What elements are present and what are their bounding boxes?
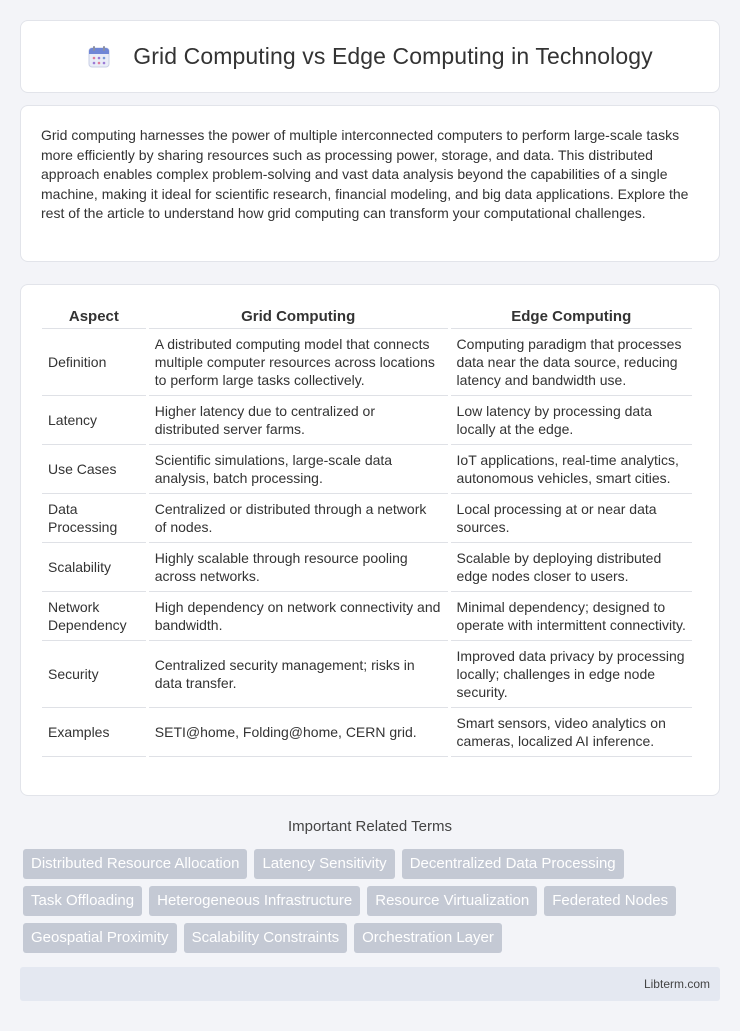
aspect-cell: Examples	[42, 708, 146, 757]
calendar-icon	[87, 45, 111, 69]
tag-orchestration-layer[interactable]: Orchestration Layer	[354, 923, 502, 953]
edge-cell: Improved data privacy by processing locally; challenges in edge node security.	[451, 641, 692, 708]
table-row	[42, 329, 692, 396]
header-inner	[87, 43, 652, 70]
edge-cell: Minimal dependency; designed to operate with intermittent connectivity.	[451, 592, 692, 641]
grid-cell: Higher latency due to centralized or distributed server farms.	[149, 396, 448, 445]
grid-cell: SETI@home, Folding@home, CERN grid.	[149, 708, 448, 757]
table-row	[42, 543, 692, 592]
edge-cell: IoT applications, real-time analytics, autonomous vehicles, smart cities.	[451, 445, 692, 494]
grid-cell: Scientific simulations, large-scale data analysis, batch processing.	[149, 445, 448, 494]
intro-text: Grid computing harnesses the power of multiple interconnected computers to perform large-scale tasks more efficiently by sharing resources such as processing power, storage, and data. This distributed approach enables complex problem-solving and vast data analysis beyond the capabilities of a single machine, making it ideal for scientific research, financial modeling, and big data applications. Explore the rest of the article to understand how grid computing can transform your computational challenges.	[41, 127, 689, 221]
aspect-cell: Security	[42, 641, 146, 708]
table-row	[42, 494, 692, 543]
table-row	[42, 445, 692, 494]
grid-cell: High dependency on network connectivity and bandwidth.	[149, 592, 448, 641]
tag-scalability-constraints[interactable]: Scalability Constraints	[184, 923, 348, 953]
header-grid-computing: Grid Computing	[149, 305, 448, 329]
comparison-table	[39, 305, 695, 757]
tag-latency-sensitivity[interactable]: Latency Sensitivity	[254, 849, 394, 879]
table-row	[42, 592, 692, 641]
grid-cell: A distributed computing model that connects multiple computer resources across locations to perform large tasks collectively.	[149, 329, 448, 396]
tag-federated-nodes[interactable]: Federated Nodes	[544, 886, 676, 916]
tag-geospatial-proximity[interactable]: Geospatial Proximity	[23, 923, 177, 953]
aspect-cell: Use Cases	[42, 445, 146, 494]
grid-cell: Highly scalable through resource pooling across networks.	[149, 543, 448, 592]
grid-cell: Centralized security management; risks in data transfer.	[149, 641, 448, 708]
tag-task-offloading[interactable]: Task Offloading	[23, 886, 142, 916]
table-row	[42, 708, 692, 757]
tag-row	[23, 849, 723, 879]
header-card	[20, 20, 720, 93]
related-terms-title: Important Related Terms	[288, 818, 452, 835]
table-row	[42, 641, 692, 708]
edge-cell: Computing paradigm that processes data near the data source, reducing latency and bandwidth use.	[451, 329, 692, 396]
tag-resource-virtualization[interactable]: Resource Virtualization	[367, 886, 537, 916]
header-edge-computing: Edge Computing	[451, 305, 692, 329]
aspect-cell: Scalability	[42, 543, 146, 592]
comparison-table-card	[20, 284, 720, 796]
related-terms-list	[23, 849, 723, 960]
tag-row	[23, 923, 723, 953]
footer	[20, 967, 720, 1001]
tag-row	[23, 886, 723, 916]
aspect-cell: Network Dependency	[42, 592, 146, 641]
intro-card	[20, 105, 720, 262]
aspect-cell: Definition	[42, 329, 146, 396]
table-header-row	[42, 305, 692, 329]
tag-decentralized-data-processing[interactable]: Decentralized Data Processing	[402, 849, 624, 879]
edge-cell: Low latency by processing data locally at the edge.	[451, 396, 692, 445]
table-row	[42, 396, 692, 445]
aspect-cell: Data Processing	[42, 494, 146, 543]
edge-cell: Local processing at or near data sources.	[451, 494, 692, 543]
edge-cell: Smart sensors, video analytics on cameras, localized AI inference.	[451, 708, 692, 757]
page-title: Grid Computing vs Edge Computing in Technology	[133, 43, 653, 69]
edge-cell: Scalable by deploying distributed edge nodes closer to users.	[451, 543, 692, 592]
tag-heterogeneous-infrastructure[interactable]: Heterogeneous Infrastructure	[149, 886, 360, 916]
footer-site-link[interactable]: Libterm.com	[643, 977, 710, 991]
tag-distributed-resource-allocation[interactable]: Distributed Resource Allocation	[23, 849, 247, 879]
aspect-cell: Latency	[42, 396, 146, 445]
header-aspect: Aspect	[42, 305, 146, 329]
grid-cell: Centralized or distributed through a network of nodes.	[149, 494, 448, 543]
